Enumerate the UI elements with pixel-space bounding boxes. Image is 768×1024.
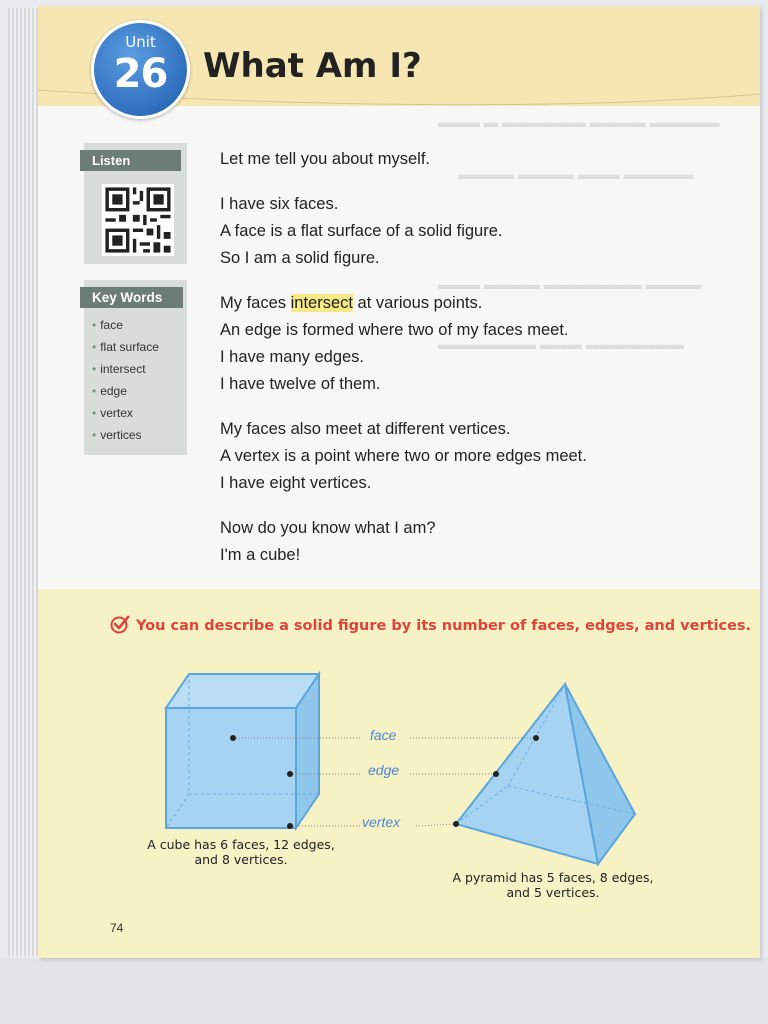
underlying-surface bbox=[0, 958, 768, 1024]
bleed-through-text: ▬▬▬▬▬▬▬ ▬▬▬ ▬▬▬▬▬▬▬ bbox=[438, 336, 684, 352]
pyramid-caption: A pyramid has 5 faces, 8 edges, and 5 vertices. bbox=[452, 870, 654, 900]
bleed-through-text: ▬▬▬ ▬ ▬▬▬▬▬▬ ▬▬▬▬ ▬▬▬▬▬ bbox=[438, 114, 720, 130]
key-word: • intersect bbox=[92, 362, 146, 376]
passage-line: So I am a solid figure. bbox=[220, 249, 380, 267]
key-word: • flat surface bbox=[92, 340, 159, 354]
listen-label: Listen bbox=[80, 150, 181, 171]
unit-label: Unit bbox=[125, 33, 156, 51]
unit-badge bbox=[91, 20, 190, 119]
key-words-label: Key Words bbox=[80, 287, 183, 308]
book-page-edges bbox=[8, 8, 42, 956]
passage-line: An edge is formed where two of my faces meet. bbox=[220, 321, 569, 339]
passage-line: A face is a flat surface of a solid figure. bbox=[220, 222, 503, 240]
page-number: 74 bbox=[110, 921, 124, 935]
passage-line: I have eight vertices. bbox=[220, 474, 372, 492]
passage-line: I have twelve of them. bbox=[220, 375, 381, 393]
highlighted-word: intersect bbox=[290, 294, 353, 312]
key-word: • face bbox=[92, 318, 123, 332]
bleed-through-text: ▬▬▬▬ ▬▬▬▬ ▬▬▬ ▬▬▬▬▬ bbox=[458, 166, 694, 182]
label-face: face bbox=[370, 727, 397, 743]
key-word: • vertices bbox=[92, 428, 142, 442]
key-word: • vertex bbox=[92, 406, 133, 420]
key-words-list bbox=[92, 314, 159, 446]
unit-number: 26 bbox=[113, 51, 168, 97]
passage-line: I have six faces. bbox=[220, 195, 339, 213]
page-title: What Am I? bbox=[203, 46, 422, 86]
passage-line: My faces intersect at various points. bbox=[220, 294, 483, 312]
passage-line: My faces also meet at different vertices. bbox=[220, 420, 511, 438]
label-edge: edge bbox=[368, 762, 400, 778]
cube-figure bbox=[166, 674, 319, 828]
textbook-page bbox=[38, 6, 760, 958]
cube-caption: A cube has 6 faces, 12 edges, and 8 vertices. bbox=[147, 837, 335, 867]
bleed-through-text: ▬▬▬ ▬▬▬▬ ▬▬▬▬▬▬▬ ▬▬▬▬ bbox=[438, 276, 702, 292]
passage-line: I have many edges. bbox=[220, 348, 365, 366]
passage-line: I'm a cube! bbox=[220, 546, 301, 564]
qr-code-icon[interactable] bbox=[102, 184, 174, 256]
passage-line: Now do you know what I am? bbox=[220, 519, 436, 537]
label-vertex: vertex bbox=[362, 814, 401, 830]
reading-passage bbox=[220, 146, 700, 569]
check-icon bbox=[110, 614, 130, 634]
passage-line: Let me tell you about myself. bbox=[220, 150, 431, 168]
key-word: • edge bbox=[92, 384, 127, 398]
summary-tip: You can describe a solid figure by its number of faces, edges, and vertices. bbox=[110, 614, 751, 634]
passage-line: A vertex is a point where two or more edges meet. bbox=[220, 447, 587, 465]
